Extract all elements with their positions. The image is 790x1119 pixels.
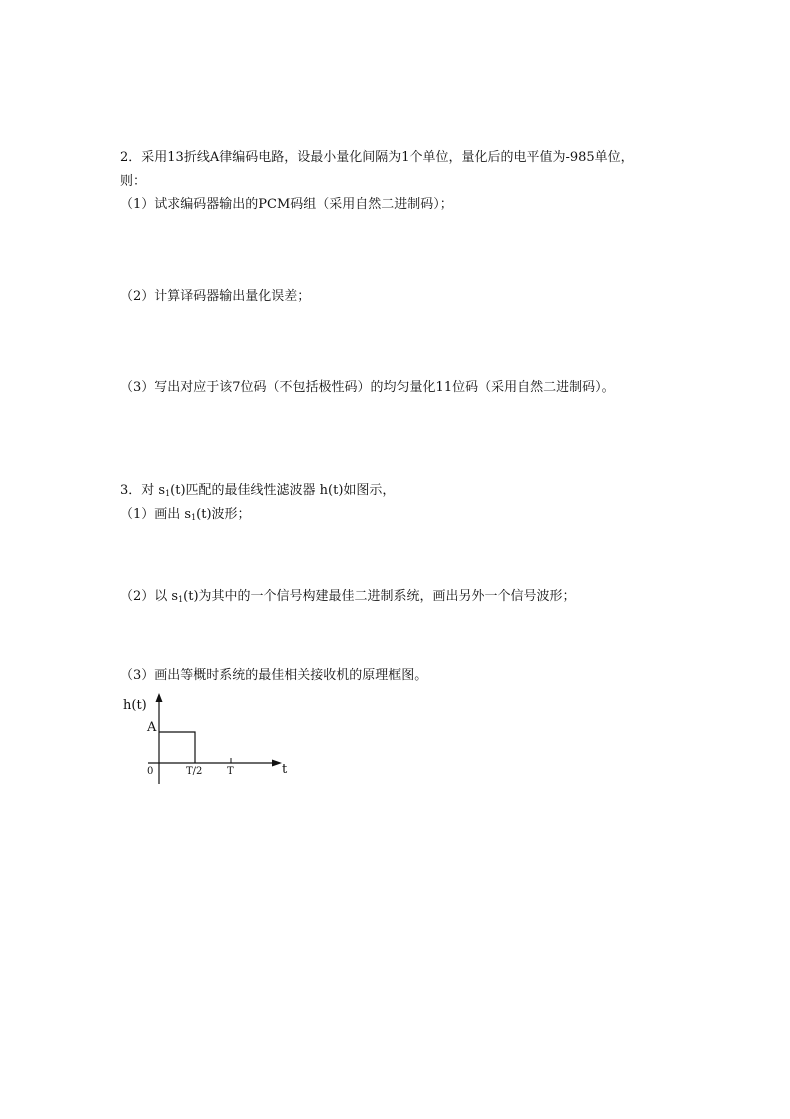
q2-line1: 2．采用13折线A律编码电路，设最小量化间隔为1个单位，量化后的电平值为-985单位，	[120, 150, 634, 165]
q3-part1-suffix: 波形；	[211, 507, 251, 522]
signal-s1-base: s	[184, 507, 192, 522]
signal-s1	[158, 483, 185, 498]
x-axis-label: t	[282, 762, 288, 777]
signal-s1-arg: (t)	[170, 483, 186, 498]
signal-s1	[171, 589, 198, 604]
x-axis-arrow-icon	[272, 760, 282, 767]
impulse-response-figure	[118, 692, 308, 787]
q3-part2	[120, 587, 576, 610]
half-period-label: T/2	[186, 766, 203, 777]
origin-label: 0	[147, 766, 154, 777]
signal-s1	[184, 507, 211, 522]
q3-part1	[120, 505, 251, 528]
pulse-waveform	[159, 732, 195, 763]
signal-s1-subscript: 1	[178, 595, 184, 604]
signal-s1-base: s	[158, 483, 166, 498]
y-axis-arrow-icon	[156, 693, 163, 702]
q3-part2-suffix: 为其中的一个信号构建最佳二进制系统，画出另外一个信号波形；	[198, 589, 576, 604]
y-axis-label: h(t)	[123, 698, 147, 713]
signal-s1-arg: (t)	[183, 589, 199, 604]
q3-part3: （3）画出等概时系统的最佳相关接收机的原理框图。	[120, 668, 428, 683]
signal-s1-subscript: 1	[165, 489, 171, 498]
period-label: T	[227, 766, 234, 777]
amplitude-label: A	[147, 720, 157, 735]
q3-part1-prefix: （1）画出	[120, 507, 185, 522]
q2-part1: （1）试求编码器输出的PCM码组（采用自然二进制码）；	[120, 197, 453, 212]
q3-intro-suffix: 匹配的最佳线性滤波器 h(t)如图示，	[185, 483, 396, 498]
q3-intro-prefix: 3．对	[120, 483, 159, 498]
signal-s1-subscript: 1	[191, 513, 197, 522]
q3-part2-prefix: （2）以	[120, 589, 172, 604]
q2-part2: （2）计算译码器输出量化误差；	[120, 289, 311, 304]
q3-intro	[120, 481, 395, 504]
q2-line2: 则：	[120, 174, 147, 189]
signal-s1-arg: (t)	[196, 507, 212, 522]
signal-s1-base: s	[171, 589, 179, 604]
q2-part3: （3）写出对应于该7位码（不包括极性码）的均匀量化11位码（采用自然二进制码）。	[120, 380, 615, 395]
